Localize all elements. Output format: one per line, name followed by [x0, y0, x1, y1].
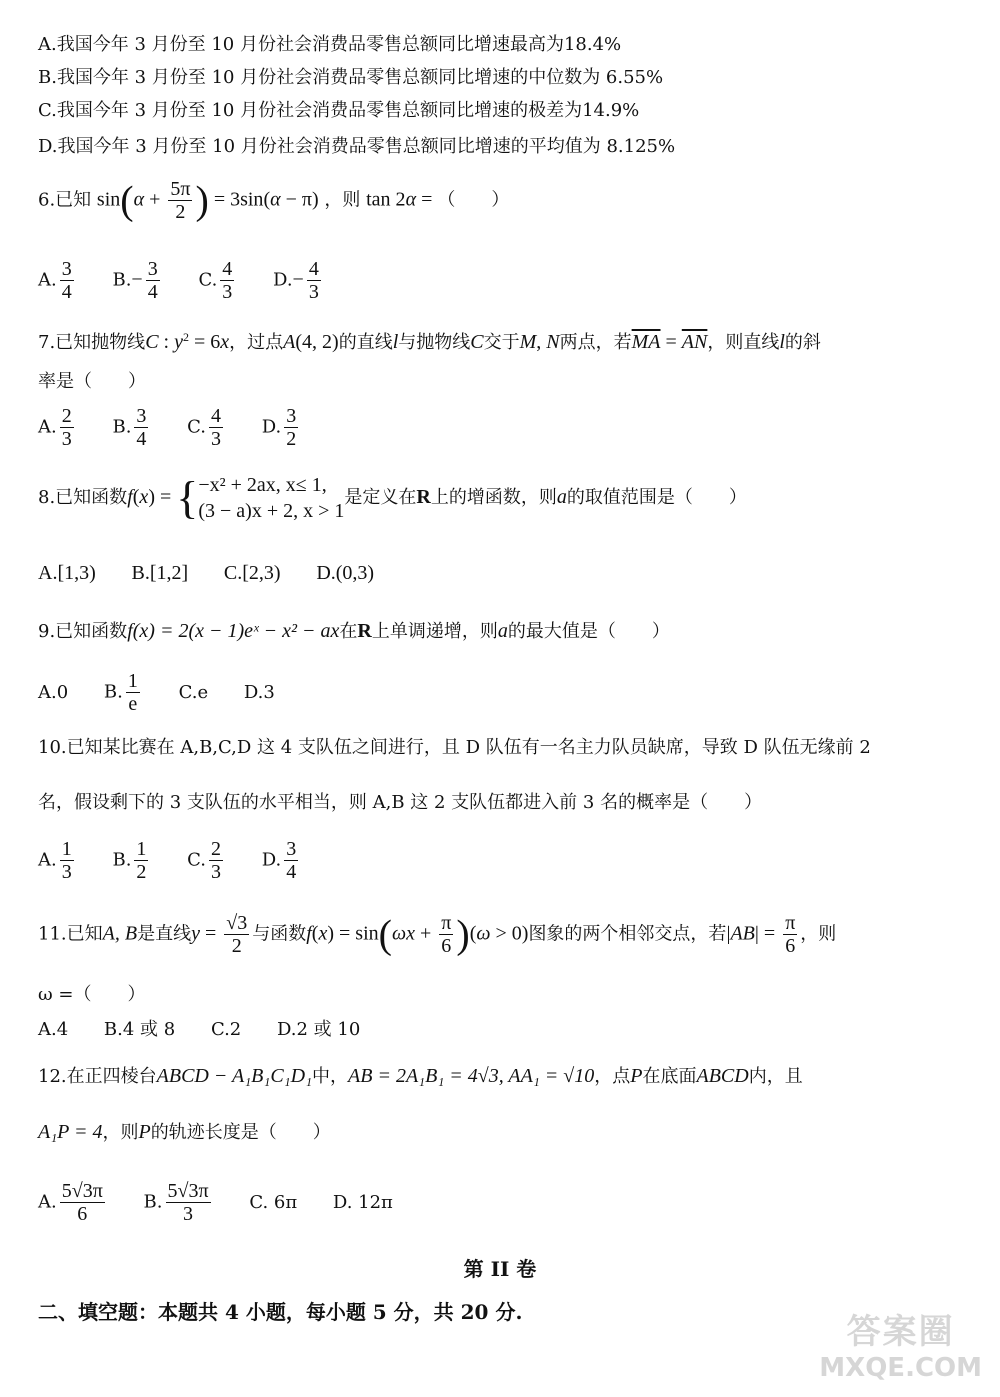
q6-prefix: 6.已知 [38, 189, 92, 211]
q11-stem-line2: ω =（ ） [38, 984, 146, 1005]
q10-option-c: C. $\frac{2}{3}$ [187, 838, 222, 883]
q9-stem: 9.已知函数f(x) = 2(x − 1)eˣ − x² − ax在R上单调递增，则a的最大值是（ ） [38, 620, 670, 642]
q7-option-a: A. $\frac{2}{3}$ [38, 405, 72, 450]
q7-stem-line1: 7.已知抛物线C : $y^2 = 6x$，过点A(4, 2)的直线l与抛物线C交于M, N两点，若$\overline{MA} = \overline{AN}$，则直线l的斜 [38, 330, 821, 353]
q10-options [38, 838, 331, 883]
q6-suffix: ，则 [324, 189, 361, 211]
q10-stem-line1: 10.已知某比赛在 A,B,C,D 这 4 支队伍之间进行，且 D 队伍有一名主力队员缺席，导致 D 队伍无缘前 2 [38, 737, 871, 758]
q12-stem-line2: A₁P = 4，则P的轨迹长度是（ ） [38, 1121, 331, 1143]
q12-option-b: B. $\frac{5√3\pi}{3}$ [143, 1180, 209, 1225]
q11-option-a: A.4 [38, 1019, 69, 1040]
q11-option-c: C.2 [210, 1019, 242, 1040]
q12-option-a: A. $\frac{5√3\pi}{6}$ [38, 1180, 103, 1225]
q9-option-d: D.3 [243, 681, 275, 703]
q8-option-c: C.[2,3) [223, 562, 281, 584]
q8-piecewise: −x² + 2ax, x≤ 1, (3 − a)x + 2, x > 1 [198, 474, 345, 522]
q8-option-d: D.(0,3) [316, 562, 375, 584]
q8-option-b: B.[1,2] [131, 562, 189, 584]
q6-option-c: C. $\frac{4}{3}$ [198, 258, 233, 303]
q6-option-a: A. $\frac{3}{4}$ [38, 258, 72, 303]
q9-option-a: A.0 [38, 681, 69, 703]
q9-option-b: B. $\frac{1}{e}$ [103, 670, 138, 715]
q5-option-d: D.我国今年 3 月份至 10 月份社会消费品零售总额同比增速的平均值为 8.125% [38, 136, 676, 157]
q10-stem-line2: 名，假设剩下的 3 支队伍的水平相当，则 A,B 这 2 支队伍都进入前 3 名的概率是（ ） [38, 792, 763, 813]
q12-options [38, 1180, 423, 1225]
q6-stem: 6.已知 sin(α + $\frac{5\pi}{2}$ ) = 3sin(α − π) ，则 tan 2α = （ ） [38, 177, 510, 223]
q8-options [38, 561, 404, 586]
q8-stem: 8.已知函数f(x) = { −x² + 2ax, x≤ 1, (3 − a)x + 2, x > 1 是定义在R上的增函数，则a的取值范围是（ ） [38, 472, 747, 523]
part2-header: 二、填空题：本题共 4 小题，每小题 5 分，共 20 分. [38, 1300, 523, 1324]
q5-option-a: A.我国今年 3 月份至 10 月份社会消费品零售总额同比增速最高为18.4% [38, 34, 622, 55]
q6-stem-fraction: $\frac{5\pi}{2}$ [170, 178, 191, 223]
q6-options [38, 258, 354, 303]
q11-stem: 11.已知A, B是直线y = $\frac{√3}{2}$ 与函数f(x) = sin(ωx + $\frac{\pi}{6}$ )(ω > 0)图象的两个相邻交点，若|AB| = $\frac{\pi}{6}$ ，则 [38, 911, 837, 957]
q10-option-d: D. $\frac{3}{4}$ [261, 838, 297, 883]
q8-option-a: A.[1,3) [38, 562, 96, 584]
q10-option-a: A. $\frac{1}{3}$ [38, 838, 72, 883]
q5-option-c: C.我国今年 3 月份至 10 月份社会消费品零售总额同比增速的极差为14.9% [38, 100, 640, 121]
section-title: 第 II 卷 [463, 1257, 537, 1281]
q9-options [38, 670, 305, 715]
q6-blank: （ ） [437, 189, 510, 211]
q7-option-d: D. $\frac{3}{2}$ [261, 405, 297, 450]
q7-option-b: B. $\frac{3}{4}$ [112, 405, 147, 450]
q7-options [38, 405, 331, 450]
q6-option-b: B.− $\frac{3}{4}$ [112, 258, 158, 303]
watermark-logo: 答案圈 MXQE.COM [819, 1312, 982, 1383]
q11-options [38, 1018, 390, 1042]
q7-option-c: C. $\frac{4}{3}$ [187, 405, 222, 450]
q12-option-d: D. 12π [332, 1191, 393, 1213]
q11-option-b: B.4 或 8 [103, 1019, 176, 1040]
q5-option-b: B.我国今年 3 月份至 10 月份社会消费品零售总额同比增速的中位数为 6.55% [38, 67, 664, 88]
q7-stem-line2: 率是（ ） [38, 371, 146, 392]
q9-option-c: C.e [178, 681, 209, 703]
q12-option-c: C. 6π [249, 1191, 298, 1213]
q6-option-d: D.− $\frac{4}{3}$ [273, 258, 319, 303]
q11-option-d: D.2 或 10 [277, 1019, 361, 1040]
q12-stem-line1: 12.在正四棱台ABCD − A₁B₁C₁D₁中，AB = 2A₁B₁ = 4√3, AA₁ = √10，点P在底面ABCD内，且 [38, 1065, 803, 1087]
q10-option-b: B. $\frac{1}{2}$ [112, 838, 147, 883]
